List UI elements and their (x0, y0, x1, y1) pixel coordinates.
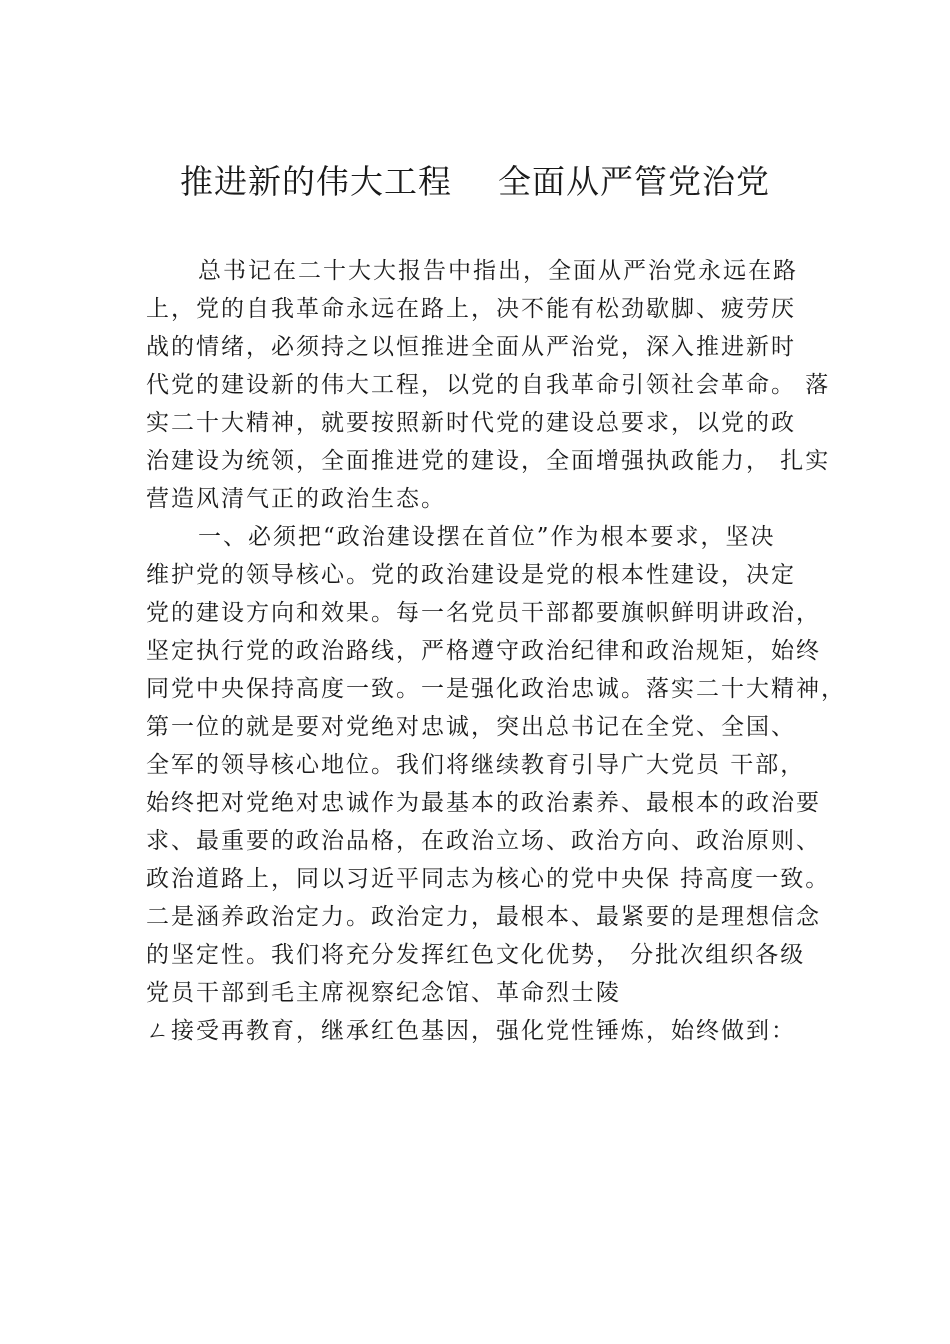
text-line: 上，党的自我革命永远在路上，决不能有松劲歇脚、疲劳厌 (146, 296, 796, 322)
text-line: 始终把对党绝对忠诚作为最基本的政治素养、最根本的政治要 (146, 790, 821, 816)
text-line: 营造风清气正的政治生态。 (146, 486, 446, 512)
text-line: 的坚定性。我们将充分发挥红色文化优势， 分批次组织各级 (146, 942, 806, 968)
text-line: 第一位的就是要对党绝对忠诚，突出总书记在全党、全国、 (146, 714, 796, 740)
text-line: 代党的建设新的伟大工程，以党的自我革命引领社会革命。 落 (146, 372, 831, 398)
text-line: 总书记在二十大大报告中指出，全面从严治党永远在路 (198, 258, 798, 284)
text-line: 全军的领导核心地位。我们将继续教育引导广大党员 干部， (146, 752, 806, 778)
text-line: 党员干部到毛主席视察纪念馆、革命烈士陵 (146, 980, 621, 1006)
text-line: ㄥ接受再教育，继承红色基因，强化党性锤炼，始终做到： (146, 1018, 796, 1044)
text-line: 战的情绪，必须持之以恒推进全面从严治党，深入推进新时 (146, 334, 796, 360)
text-line: 坚定执行党的政治路线，严格遵守政治纪律和政治规矩，始终 (146, 638, 821, 664)
document-title: 推进新的伟大工程 全面从严管党治党 (180, 162, 770, 201)
text-line: 求、最重要的政治品格，在政治立场、政治方向、政治原则、 (146, 828, 821, 854)
document-body (146, 252, 846, 1050)
text-line: 维护党的领导核心。党的政治建设是党的根本性建设，决定 (146, 562, 796, 588)
text-line: 政治道路上，同以习近平同志为核心的党中央保 持高度一致。 (146, 866, 831, 892)
text-line: 治建设为统领，全面推进党的建设，全面增强执政能力， 扎实 (146, 448, 831, 474)
text-line: 二是涵养政治定力。政治定力，最根本、最紧要的是理想信念 (146, 904, 821, 930)
text-line: 党的建设方向和效果。每一名党员干部都要旗帜鲜明讲政治， (146, 600, 821, 626)
text-line: 同党中央保持高度一致。一是强化政治忠诚。落实二十大精神， (146, 676, 846, 702)
text-line: 实二十大精神，就要按照新时代党的建设总要求，以党的政 (146, 410, 796, 436)
text-line: 一、必须把“政治建设摆在首位”作为根本要求，坚决 (198, 524, 776, 550)
